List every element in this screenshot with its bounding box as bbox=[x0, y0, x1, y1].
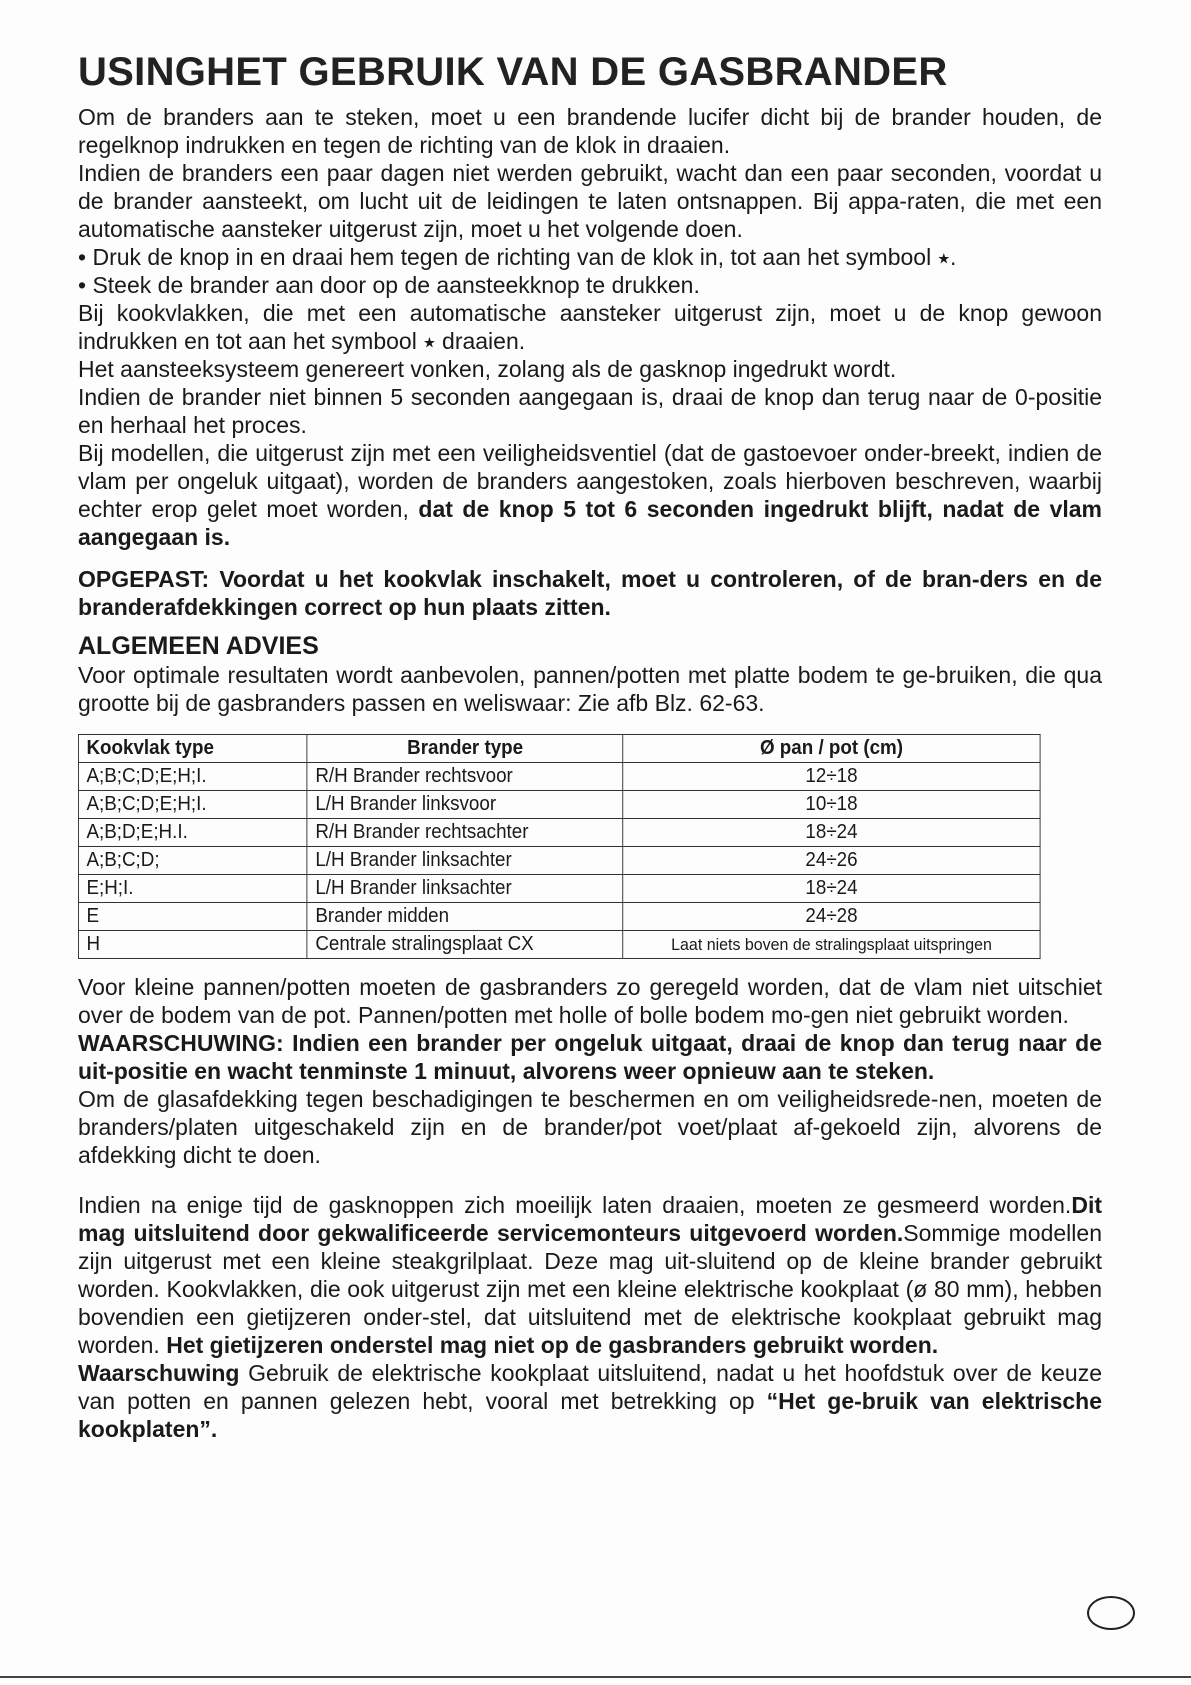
table-cell: R/H Brander rechtsachter bbox=[307, 818, 623, 846]
table-cell: A;B;C;D;E;H;I. bbox=[78, 762, 307, 790]
header-cell: Kookvlak type bbox=[78, 734, 307, 762]
warning-paragraph: WAARSCHUWING: Indien een brander per ongeluk uitgaat, draai de knop dan terug naar de uit-positie en wacht tenminste 1 minuut, alvorens weer opnieuw aan te steken. bbox=[78, 1029, 1102, 1084]
table-cell: H bbox=[78, 930, 307, 958]
table-row bbox=[78, 818, 1040, 846]
advice-heading: ALGEMEEN ADVIES bbox=[78, 631, 319, 660]
table-cell: Centrale stralingsplaat CX bbox=[307, 930, 623, 958]
paragraph-lubrication bbox=[78, 1191, 1102, 1359]
table-cell: L/H Brander linksachter bbox=[307, 846, 623, 874]
table-row bbox=[78, 846, 1040, 874]
document-page bbox=[78, 50, 1102, 1443]
paragraph-sparks: Het aansteeksysteem genereert vonken, zolang als de gasknop ingedrukt wordt. bbox=[78, 355, 897, 382]
final-warning-text: Gebruik de elektrische kookplaat uitsluitend, nadat u het hoofdstuk over de keuze van potten en pannen gelezen hebt, vooral met betrekking op bbox=[78, 1359, 1102, 1414]
safety-valve-bold: dat de knop 5 tot 6 seconden ingedrukt blijft, nadat de vlam aangegaan is. bbox=[78, 495, 1102, 550]
table-cell: 18÷24 bbox=[623, 874, 1040, 902]
table-cell: A;B;C;D; bbox=[78, 846, 307, 874]
header-cell: Brander type bbox=[307, 734, 623, 762]
table-cell: L/H Brander linksvoor bbox=[307, 790, 623, 818]
lubrication-text: Indien na enige tijd de gasknoppen zich moeilijk laten draaien, moeten ze gesmeerd worden. bbox=[78, 1191, 1072, 1218]
page-number-circle bbox=[1087, 1596, 1135, 1630]
header-cell: Ø pan / pot (cm) bbox=[623, 734, 1040, 762]
table-cell: 12÷18 bbox=[623, 762, 1040, 790]
table-cell: 18÷24 bbox=[623, 818, 1040, 846]
table-row bbox=[78, 874, 1040, 902]
caution-paragraph: OPGEPAST: Voordat u het kookvlak inschakelt, moet u controleren, of de bran-ders en de branderafdekkingen correct op hun plaats zitten. bbox=[78, 565, 1102, 620]
safety-valve-text: Bij modellen, die uitgerust zijn met een veiligheidsventiel (dat de gastoevoer onder-breekt, indien de vlam per ongeluk uitgaat), worden de branders aangestoken, zoals hierboven beschreven, waarbij echter erop gelet moet worden, bbox=[78, 439, 1102, 522]
bullet-press-knob: • Druk de knop in en draai hem tegen de richting van de klok in, tot aan het symbool ⭑. bbox=[78, 243, 1102, 271]
advice-paragraph: Voor optimale resultaten wordt aanbevolen, pannen/potten met platte bodem te ge-bruiken, die qua grootte bij de gasbranders passen en weliswaar: Zie afb Blz. 62-63. bbox=[78, 661, 1102, 716]
paragraph-lighting: Om de branders aan te steken, moet u een brandende lucifer dicht bij de brander houden, de regelknop indrukken en tegen de richting van de klok in draaien. bbox=[78, 103, 1102, 158]
paragraph-auto-ignition: Bij kookvlakken, die met een automatische aansteker uitgerust zijn, moet u de knop gewoon indrukken en tot aan het symbool ⭑ draaien. bbox=[78, 299, 1102, 354]
table-cell: 24÷28 bbox=[623, 902, 1040, 930]
table-row bbox=[78, 762, 1040, 790]
paragraph-final-warning bbox=[78, 1359, 1102, 1443]
paragraph-small-pans: Voor kleine pannen/potten moeten de gasbranders zo geregeld worden, dat de vlam niet uitschiet over de bodem van de pot. Pannen/potten met holle of bolle bodem mo-gen niet gebruikt worden. bbox=[78, 973, 1102, 1028]
burner-table bbox=[78, 734, 1041, 959]
table-cell: L/H Brander linksachter bbox=[307, 874, 623, 902]
paragraph-glass-cover: Om de glasafdekking tegen beschadigingen te beschermen en om veiligheidsrede-nen, moeten de branders/platen uitgeschakeld zijn en de brander/pot voet/plaat af-gekoeld zijn, alvorens de afdekking dicht te doen. bbox=[78, 1085, 1102, 1168]
table-cell: E bbox=[78, 902, 307, 930]
paragraph-wait: Indien de branders een paar dagen niet werden gebruikt, wacht dan een paar seconden, voordat u de brander aansteekt, om lucht uit de leidingen te laten ontsnappen. Bij appa-raten, die met een automatische aansteker uitgerust zijn, moet u het volgende doen. bbox=[78, 159, 1102, 242]
table-row bbox=[78, 902, 1040, 930]
table-cell: Laat niets boven de stralingsplaat uitspringen bbox=[623, 930, 1040, 958]
bottom-divider bbox=[0, 1676, 1191, 1678]
cast-iron-bold: Het gietijzeren onderstel mag niet op de gasbranders gebruikt worden. bbox=[166, 1331, 939, 1358]
paragraph-safety-valve bbox=[78, 439, 1102, 551]
table-header-row bbox=[78, 734, 1040, 762]
table-cell: A;B;D;E;H.I. bbox=[78, 818, 307, 846]
table-row bbox=[78, 930, 1040, 958]
final-warning-label: Waarschuwing bbox=[78, 1359, 240, 1386]
table-cell: R/H Brander rechtsvoor bbox=[307, 762, 623, 790]
grill-plate-text: Sommige modellen zijn uitgerust met een kleine steakgrilplaat. Deze mag uit-sluitend op de kleine brander gebruikt worden. Kookvlakken, die ook uitgerust zijn met een kleine elektrische kookplaat (ø 80 mm), hebben bovendien een gietijzeren onder-stel, dat uitsluitend met de elektrische kookplaat gebruikt mag worden. bbox=[78, 1219, 1102, 1358]
table-cell: E;H;I. bbox=[78, 874, 307, 902]
paragraph-retry: Indien de brander niet binnen 5 seconden aangegaan is, draai de knop dan terug naar de 0-positie en herhaal het proces. bbox=[78, 383, 1102, 438]
lubrication-bold: Dit mag uitsluitend door gekwalificeerde servicemonteurs uitgevoerd worden. bbox=[78, 1191, 1102, 1246]
page-title: USINGHET GEBRUIK VAN DE GASBRANDER bbox=[78, 50, 948, 94]
table-cell: 10÷18 bbox=[623, 790, 1040, 818]
table-cell: Brander midden bbox=[307, 902, 623, 930]
table-row bbox=[78, 790, 1040, 818]
table-cell: 24÷26 bbox=[623, 846, 1040, 874]
bullet-ignite: • Steek de brander aan door op de aansteekknop te drukken. bbox=[78, 271, 1102, 299]
table-cell: A;B;C;D;E;H;I. bbox=[78, 790, 307, 818]
final-warning-bold: “Het ge-bruik van elektrische kookplaten”. bbox=[78, 1387, 1102, 1442]
